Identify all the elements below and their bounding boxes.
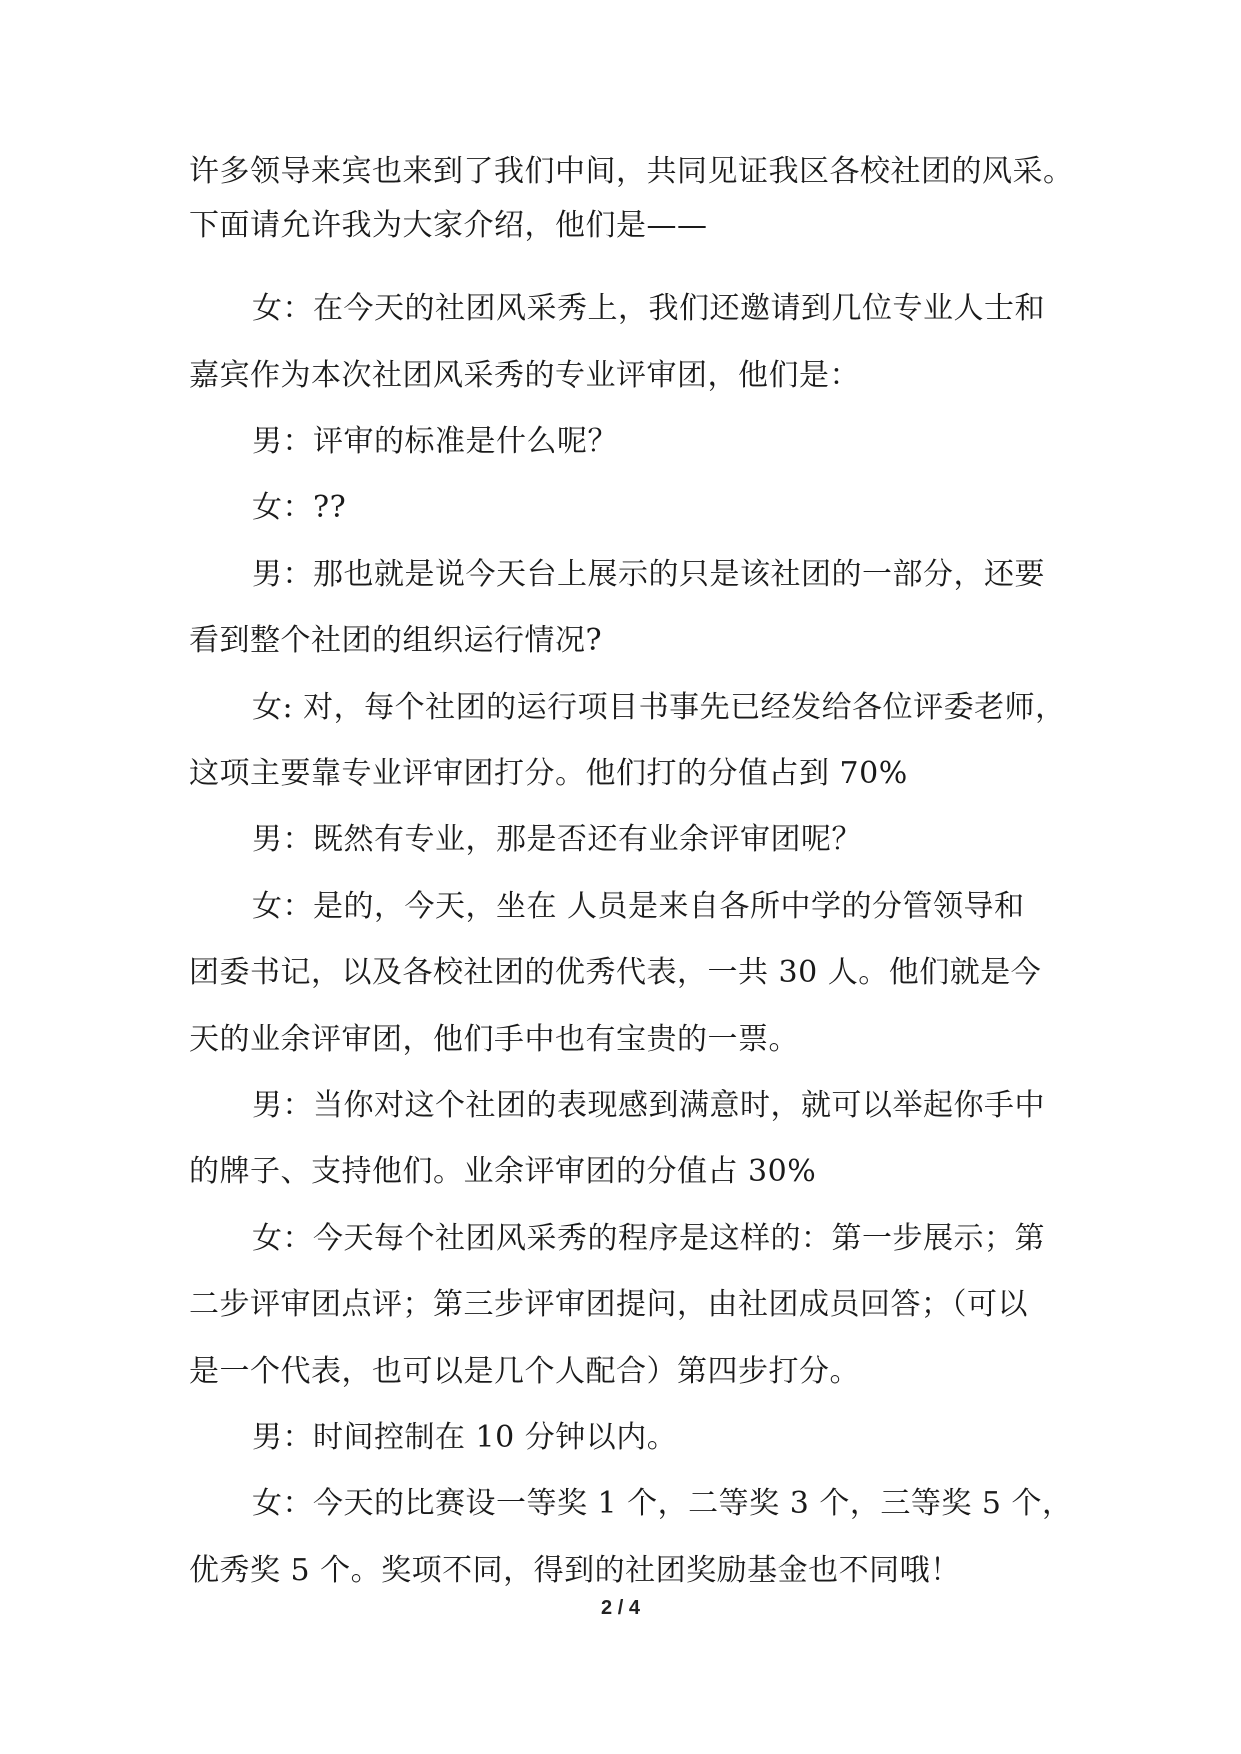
text-line: 优秀奖 5 个。奖项不同，得到的社团奖励基金也不同哦！ <box>189 1553 961 1588</box>
text-line: 二步评审团点评；第三步评审团提问，由社团成员回答；（可以 <box>189 1287 1028 1322</box>
text-line: 这项主要靠专业评审团打分。他们打的分值占到 70% <box>189 756 908 791</box>
text-line: 男：当你对这个社团的表现感到满意时，就可以举起你手中 <box>252 1088 1045 1123</box>
text-line: 男：时间控制在 10 分钟以内。 <box>252 1420 678 1455</box>
text-line: 是一个代表，也可以是几个人配合）第四步打分。 <box>189 1354 860 1389</box>
text-line: 女：在今天的社团风采秀上，我们还邀请到几位专业人士和 <box>252 291 1045 326</box>
text-line: 女：是的，今天，坐在 人员是来自各所中学的分管领导和 <box>252 889 1025 924</box>
text-line: 女: 对，每个社团的运行项目书事先已经发给各位评委老师， <box>252 690 1066 725</box>
text-line: 男：既然有专业，那是否还有业余评审团呢？ <box>252 822 862 857</box>
text-line: 许多领导来宾也来到了我们中间，共同见证我区各校社团的风采。 <box>189 154 1074 189</box>
text-line: 女：今天的比赛设一等奖 1 个，二等奖 3 个，三等奖 5 个， <box>252 1486 1073 1521</box>
text-line: 男：那也就是说今天台上展示的只是该社团的一部分，还要 <box>252 557 1045 592</box>
text-line: 天的业余评审团，他们手中也有宝贵的一票。 <box>189 1022 799 1057</box>
text-line: 嘉宾作为本次社团风采秀的专业评审团，他们是： <box>189 358 860 393</box>
text-line: 团委书记，以及各校社团的优秀代表，一共 30 人。他们就是今 <box>189 955 1042 990</box>
text-line: 男：评审的标准是什么呢？ <box>252 424 618 459</box>
text-line: 的牌子、支持他们。业余评审团的分值占 30% <box>189 1154 817 1189</box>
page-number: 2 / 4 <box>601 1597 640 1619</box>
text-line: 看到整个社团的组织运行情况? <box>189 623 603 658</box>
text-line: 女：?? <box>252 490 347 525</box>
text-line: 女：今天每个社团风采秀的程序是这样的：第一步展示；第 <box>252 1221 1045 1256</box>
text-line: 下面请允许我为大家介绍，他们是—— <box>189 208 708 243</box>
